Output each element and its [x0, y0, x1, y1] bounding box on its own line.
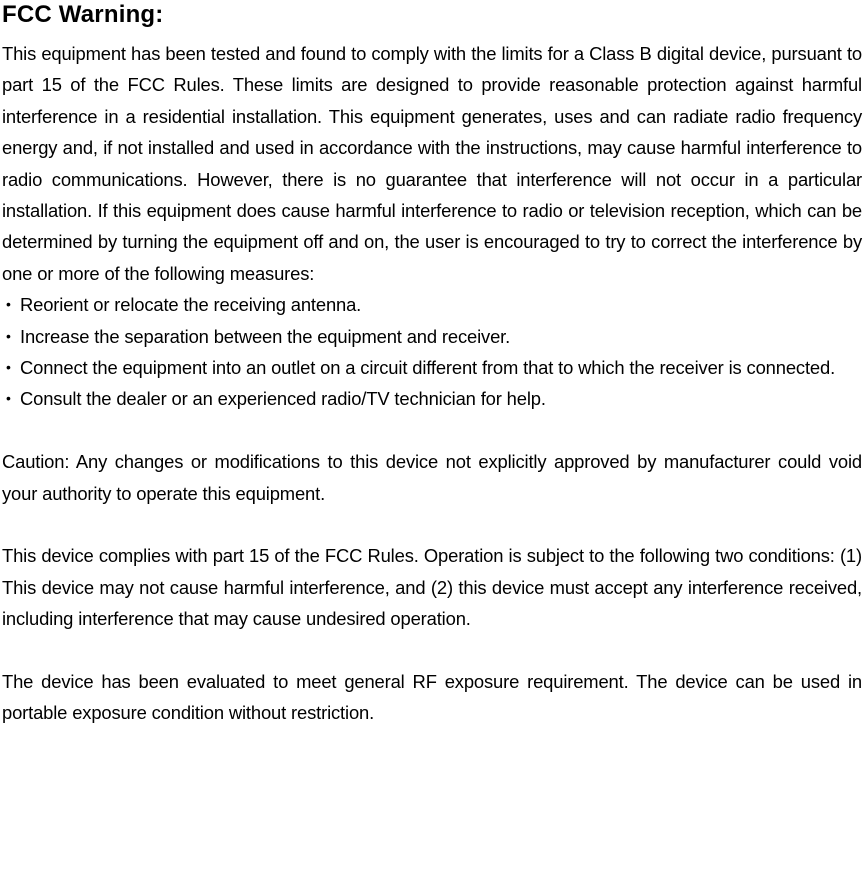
measure-text: Reorient or relocate the receiving antenna.: [20, 294, 362, 316]
fcc-warning-heading: FCC Warning:: [2, 1, 164, 28]
paragraph-spacer: [2, 509, 862, 540]
measure-item: [2, 352, 862, 383]
bullet-icon: •: [6, 359, 11, 376]
bullet-icon: •: [6, 390, 11, 407]
measure-item: [2, 383, 862, 414]
rf-exposure-paragraph: The device has been evaluated to meet general RF exposure requirement. The device can be used in portable exposure condition without restriction.: [2, 671, 862, 724]
paragraph-spacer: [2, 635, 862, 666]
measure-item: [2, 321, 862, 352]
measures-list: [2, 289, 862, 415]
measure-item: [2, 289, 862, 320]
paragraph-spacer: [2, 415, 862, 446]
measure-text: Consult the dealer or an experienced radio/TV technician for help.: [20, 388, 546, 410]
bullet-icon: •: [6, 327, 11, 344]
measure-text: Connect the equipment into an outlet on a circuit different from that to which the receiver is connected.: [20, 357, 836, 379]
bullet-icon: •: [6, 296, 11, 313]
caution-paragraph: Caution: Any changes or modifications to this device not explicitly approved by manufacturer could void your authority to operate this equipment.: [2, 451, 862, 504]
measure-text: Increase the separation between the equipment and receiver.: [20, 325, 511, 347]
compliance-paragraph: This device complies with part 15 of the FCC Rules. Operation is subject to the following two conditions: (1) This device may not cause harmful interference, and (2) this device must accept any interference received, including interference that may cause undesired operation.: [2, 545, 862, 630]
fcc-intro-paragraph: This equipment has been tested and found to comply with the limits for a Class B digital device, pursuant to part 15 of the FCC Rules. These limits are designed to provide reasonable protection against harmful interference in a residential installation. This equipment generates, uses and can radiate radio frequency energy and, if not installed and used in accordance with the instructions, may cause harmful interference to radio communications. However, there is no guarantee that interference will not occur in a particular installation. If this equipment does cause harmful interference to radio or television reception, which can be determined by turning the equipment off and on, the user is encouraged to try to correct the interference by one or more of the following measures:: [2, 43, 862, 284]
